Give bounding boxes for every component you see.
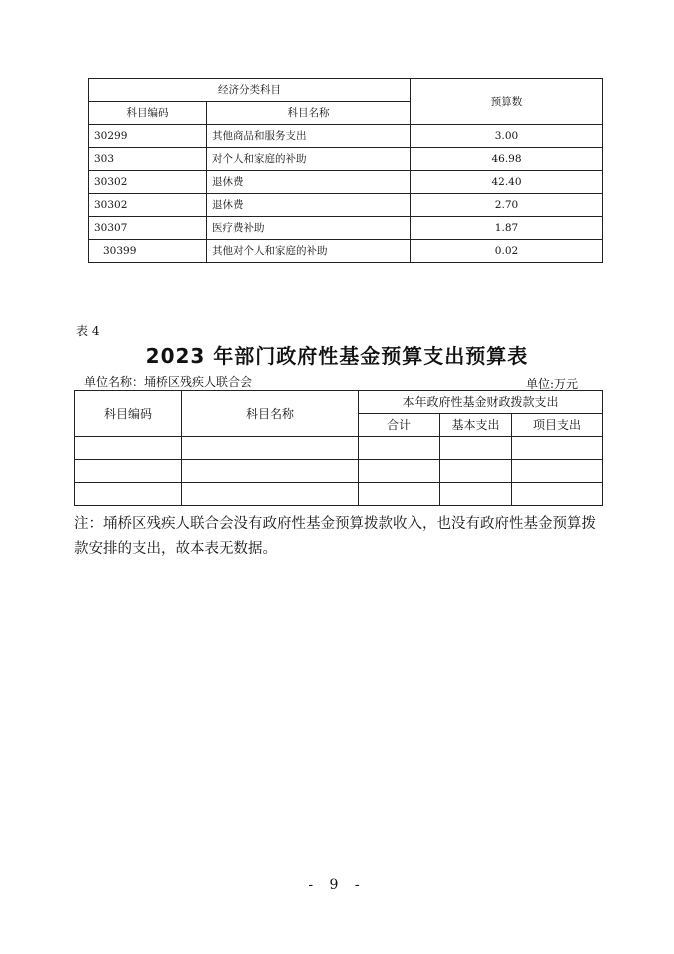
- row-code: 303: [89, 148, 207, 171]
- page-title: 2023 年部门政府性基金预算支出预算表: [145, 344, 529, 368]
- empty-cell: [75, 483, 182, 506]
- table-note: 注：埇桥区残疾人联合会没有政府性基金预算拨款收入，也没有政府性基金预算拨款安排的支出，故本表无数据。: [74, 516, 596, 557]
- table-row: [89, 148, 603, 171]
- row-amount: 0.02: [411, 240, 603, 263]
- header-name: 科目名称: [182, 391, 359, 437]
- header-code: 科目编码: [75, 391, 182, 437]
- row-code: 30399: [89, 240, 207, 263]
- row-amount: 2.70: [411, 194, 603, 217]
- basic-expenditure-table: [88, 78, 603, 263]
- empty-cell: [512, 483, 603, 506]
- header-basic: 基本支出: [440, 414, 512, 437]
- row-amount: 42.40: [411, 171, 603, 194]
- row-code: 30302: [89, 171, 207, 194]
- empty-cell: [359, 460, 440, 483]
- table-row: [89, 171, 603, 194]
- row-code: 30307: [89, 217, 207, 240]
- header-group: 本年政府性基金财政拨款支出: [359, 391, 603, 414]
- row-amount: 3.00: [411, 125, 603, 148]
- header-project: 项目支出: [512, 414, 603, 437]
- empty-cell: [182, 483, 359, 506]
- table-row: [75, 437, 603, 460]
- row-name: 退休费: [207, 171, 411, 194]
- gov-fund-expenditure-table: [74, 390, 603, 506]
- row-name: 医疗费补助: [207, 217, 411, 240]
- row-code: 30302: [89, 194, 207, 217]
- page-number: - 9 -: [308, 877, 366, 893]
- row-amount: 1.87: [411, 217, 603, 240]
- unit-name: 单位名称：埇桥区残疾人联合会: [84, 375, 253, 389]
- table-label: 表 4: [76, 324, 100, 338]
- row-name: 对个人和家庭的补助: [207, 148, 411, 171]
- empty-cell: [182, 437, 359, 460]
- header-total: 合计: [359, 414, 440, 437]
- header-budget: 预算数: [411, 79, 603, 125]
- header-name: 科目名称: [207, 102, 411, 125]
- empty-cell: [359, 437, 440, 460]
- empty-cell: [75, 460, 182, 483]
- row-code: 30299: [89, 125, 207, 148]
- table-row: [75, 460, 603, 483]
- currency-unit: 单位:万元: [525, 377, 578, 391]
- empty-cell: [440, 437, 512, 460]
- row-amount: 46.98: [411, 148, 603, 171]
- table-row: [89, 125, 603, 148]
- empty-cell: [359, 483, 440, 506]
- empty-cell: [440, 460, 512, 483]
- row-name: 其他对个人和家庭的补助: [207, 240, 411, 263]
- header-econ-category: 经济分类科目: [89, 79, 411, 102]
- empty-cell: [512, 460, 603, 483]
- header-code: 科目编码: [89, 102, 207, 125]
- empty-cell: [75, 437, 182, 460]
- table-row: [89, 240, 603, 263]
- table-row: [89, 217, 603, 240]
- empty-cell: [512, 437, 603, 460]
- empty-cell: [440, 483, 512, 506]
- table-row: [89, 194, 603, 217]
- table-row: [75, 483, 603, 506]
- empty-cell: [182, 460, 359, 483]
- row-name: 退休费: [207, 194, 411, 217]
- row-name: 其他商品和服务支出: [207, 125, 411, 148]
